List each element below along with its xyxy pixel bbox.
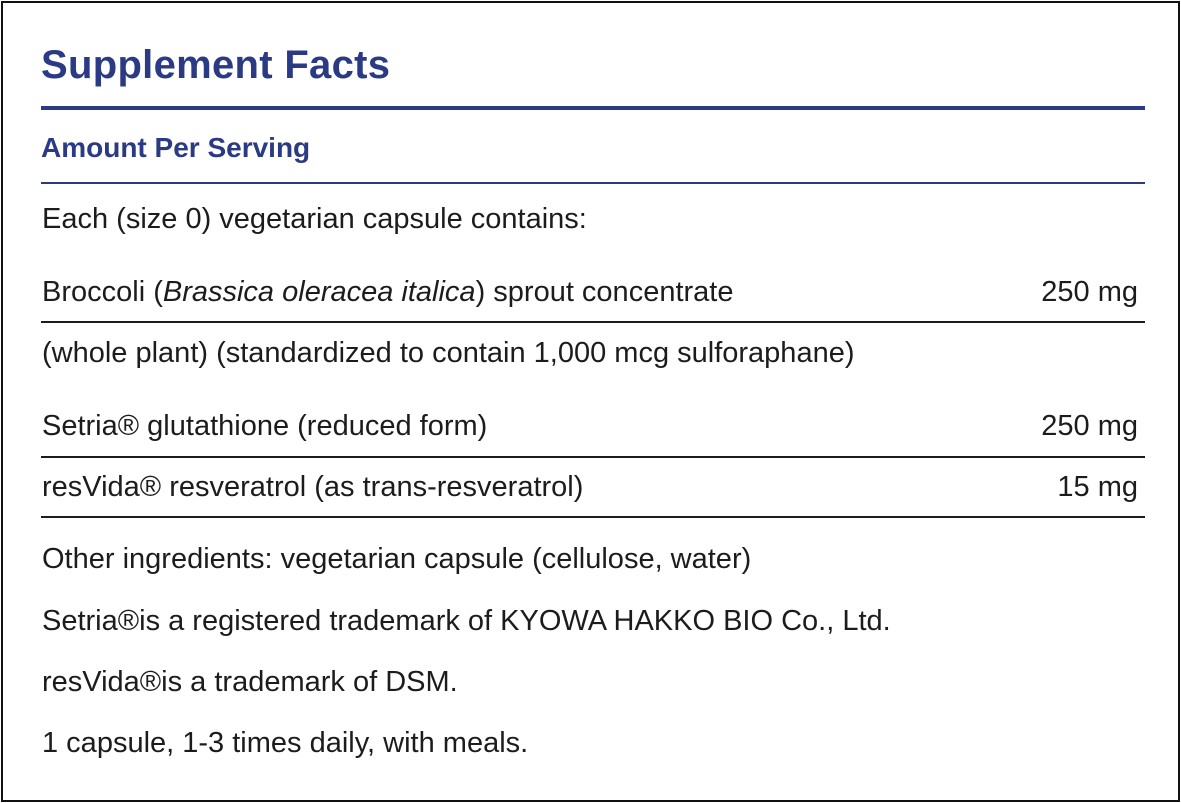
trademark-resvida: resVida®is a trademark of DSM. (42, 666, 458, 698)
header-divider (41, 182, 1145, 184)
panel-title: Supplement Facts (41, 43, 391, 87)
serving-intro: Each (size 0) vegetarian capsule contains: (42, 203, 587, 235)
ingredient-row-glutathione (42, 410, 1138, 443)
broccoli-standardization-note: (whole plant) (standardized to contain 1,000 mcg sulforaphane) (42, 337, 855, 369)
row-divider (41, 321, 1145, 323)
ingredient-row-broccoli (42, 276, 1138, 309)
ingredient-amount: 250 mg (1041, 410, 1138, 442)
ingredient-amount: 250 mg (1041, 276, 1138, 308)
amount-per-serving-header: Amount Per Serving (41, 132, 311, 163)
ingredient-name: resVida® resveratrol (as trans-resveratrol) (42, 471, 584, 503)
ingredient-amount: 15 mg (1057, 471, 1138, 503)
ingredient-row-resveratrol (42, 471, 1138, 504)
trademark-setria: Setria®is a registered trademark of KYOWA HAKKO BIO Co., Ltd. (42, 605, 891, 637)
directions: 1 capsule, 1-3 times daily, with meals. (42, 727, 529, 759)
ingredient-name: Broccoli (Brassica oleracea italica) sprout concentrate (42, 276, 734, 308)
ingredient-name: Setria® glutathione (reduced form) (42, 410, 488, 442)
other-ingredients: Other ingredients: vegetarian capsule (cellulose, water) (42, 543, 752, 575)
title-divider (41, 106, 1145, 110)
botanical-name: Brassica oleracea italica (162, 276, 476, 308)
row-divider (41, 456, 1145, 458)
row-divider (41, 516, 1145, 518)
supplement-facts-panel (1, 1, 1180, 802)
